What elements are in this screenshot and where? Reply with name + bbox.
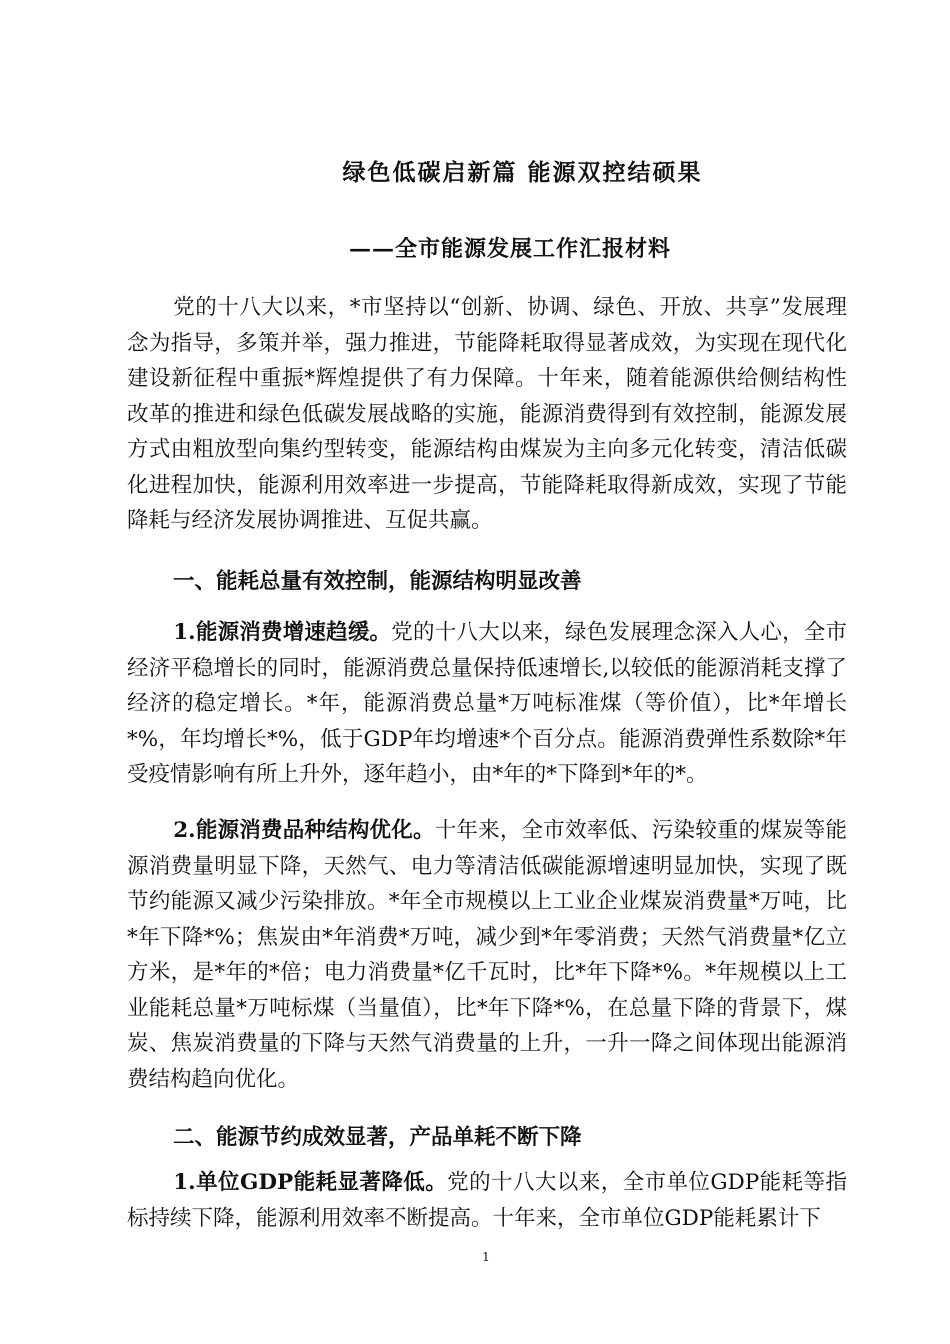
section-1-item-2-lead: 2.能源消费品种结构优化。 — [173, 818, 435, 843]
intro-paragraph: 党的十八大以来，*市坚持以“创新、协调、绿色、开放、共享”发展理念为指导，多策并举，强力推进，节能降耗取得显著成效，为实现在现代化建设新征程中重振*辉煌提供了有力保障。十年来，随着能源供给侧结构性改革的推进和绿色低碳发展战略的实施，能源消费得到有效控制，能源发展方式由粗放型向集约型转变，能源结构由煤炭为主向多元化转变，清洁低碳化进程加快，能源利用效率进一步提高，节能降耗取得新成效，实现了节能降耗与经济发展协调推进、互促共赢。 — [127, 295, 847, 533]
section-2-item-1-text: 党的十八大以来，全市单位GDP能耗等指标持续下降，能源利用效率不断提高。十年来，全市单位GDP能耗累计下 — [127, 1170, 847, 1231]
section-1-item-1-lead: 1.能源消费增速趋缓。 — [173, 620, 392, 645]
section-1-item-1-text: 党的十八大以来，绿色发展理念深入人心，全市经济平稳增长的同时，能源消费总量保持低速增长,以较低的能源消耗支撑了经济的稳定增长。*年，能源消费总量*万吨标准煤（等价值），比*年增长*%，年均增长*%，低于GDP年均增速*个百分点。能源消费弹性系数除*年受疫情影响有所上升外，逐年趋小，由*年的*下降到*年的*。 — [127, 620, 847, 787]
document-subtitle: ——全市能源发展工作汇报材料 — [349, 236, 672, 262]
section-2-item-1-lead: 1.单位GDP能耗显著降低。 — [173, 1170, 448, 1195]
document-title: 绿色低碳启新篇 能源双控结硕果 — [342, 159, 703, 186]
section-1-item-1-paragraph — [127, 615, 847, 793]
section-2-heading: 二、能源节约成效显著，产品单耗不断下降 — [173, 1125, 582, 1150]
section-1-heading: 一、能耗总量有效控制，能源结构明显改善 — [173, 569, 582, 594]
section-1-item-2-text: 十年来，全市效率低、污染较重的煤炭等能源消费量明显下降，天然气、电力等清洁低碳能源增速明显加快，实现了既节约能源又减少污染排放。*年全市规模以上工业企业煤炭消费量*万吨，比*年下降*%；焦炭由*年消费*万吨，减少到*年零消费；天然气消费量*亿立方米，是*年的*倍；电力消费量*亿千瓦时，比*年下降*%。*年规模以上工业能耗总量*万吨标煤（当量值），比*年下降*%，在总量下降的背景下，煤炭、焦炭消费量的下降与天然气消费量的上升，一升一降之间体现出能源消费结构趋向优化。 — [127, 818, 847, 1092]
section-2-item-1-paragraph — [127, 1165, 847, 1236]
page-number: 1 — [482, 1250, 490, 1264]
section-1-item-2-paragraph — [127, 813, 847, 1097]
